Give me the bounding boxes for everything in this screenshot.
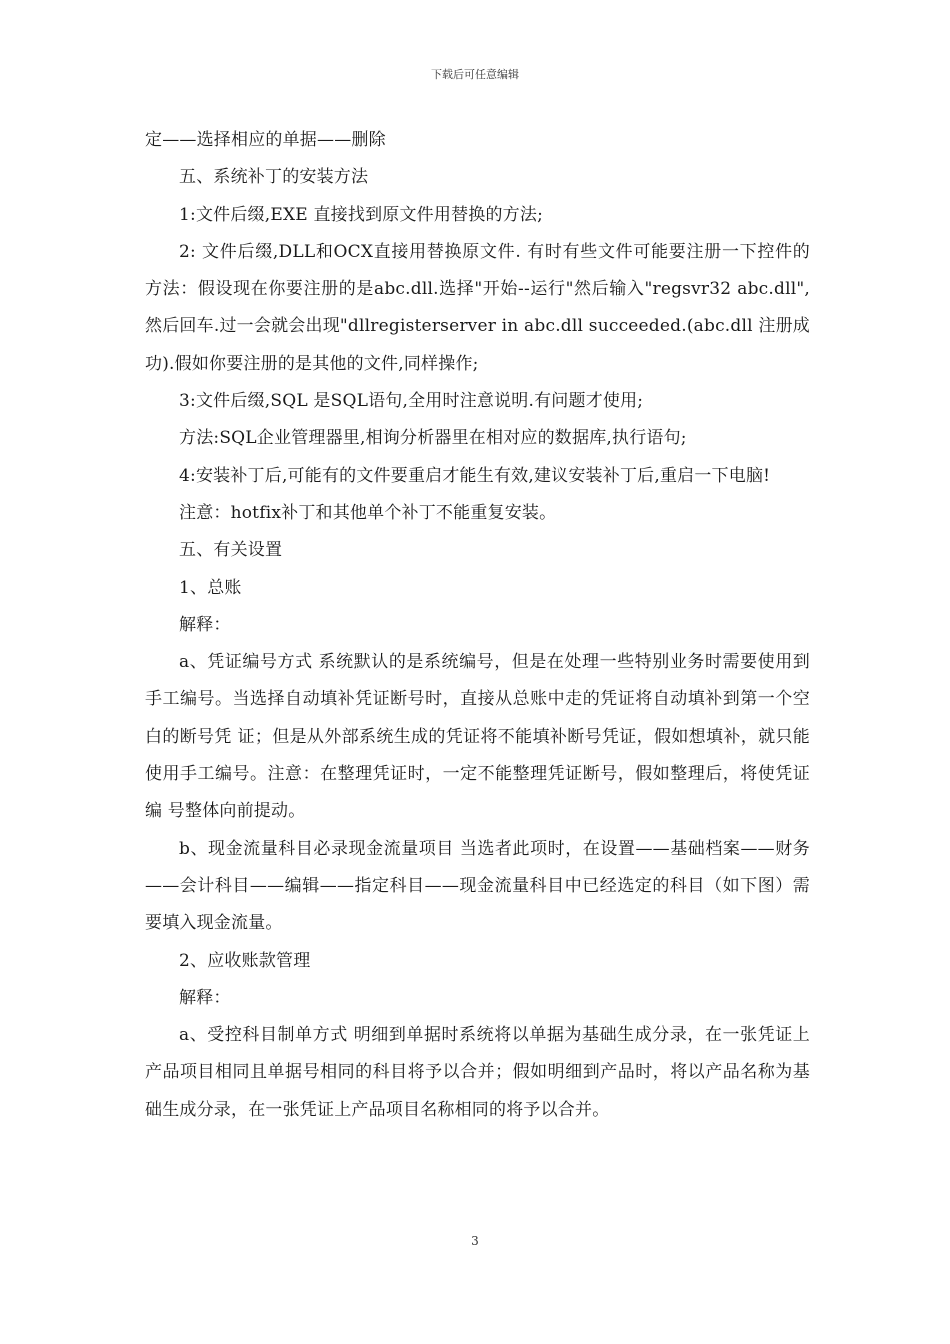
page-number: 3 (471, 1234, 479, 1248)
paragraph: 2、应收账款管理 (179, 950, 311, 971)
paragraph: a、凭证编号方式 系统默认的是系统编号，但是在处理一些特别业务时需要使用到手工编号。当选择自动填补凭证断号时，直接从总账中走的凭证将自动填补到第一个空白的断号凭 证；但是从外部系统生成的凭证将不能填补断号凭证，假如想填补，就只能使用手工编号。注意：在整理凭证时，一定不能整理凭证断号，假如整理后，将使凭证编 号整体向前提动。 (145, 652, 810, 822)
paragraph: 解释： (179, 614, 231, 635)
paragraph: 解释： (179, 987, 231, 1008)
paragraph: 1、总账 (179, 577, 242, 598)
paragraph: 1:文件后缀,EXE 直接找到原文件用替换的方法; (179, 204, 543, 225)
paragraph: 3:文件后缀,SQL 是SQL语句,全用时注意说明.有问题才使用; (179, 391, 644, 412)
paragraph: 2: 文件后缀,DLL和OCX直接用替换原文件. 有时有些文件可能要注册一下控件的方法：假设现在你要注册的是abc.dll.选择"开始--运行"然后输入"regsvr32 abc.dll",然后回车.过一会就会出现"dllregisterserver in abc.dll succeeded.(abc.dll 注册成功).假如你要注册的是其他的文件,同样操作; (145, 241, 810, 374)
paragraph: 五、有关设置 (179, 540, 283, 561)
paragraph: 方法:SQL企业管理器里,相询分析器里在相对应的数据库,执行语句; (179, 428, 687, 449)
document-body (145, 122, 810, 1129)
paragraph: 4:安装补丁后,可能有的文件要重启才能生有效,建议安装补丁后,重启一下电脑! (179, 465, 771, 486)
paragraph: 注意：hotfix补丁和其他单个补丁不能重复安装。 (179, 502, 557, 523)
paragraph: 定——选择相应的单据——删除 (145, 130, 386, 150)
paragraph: a、受控科目制单方式 明细到单据时系统将以单据为基础生成分录，在一张凭证上产品项目相同且单据号相同的科目将予以合并；假如明细到产品时，将以产品名称为基础生成分录，在一张凭证上产品项目名称相同的将予以合并。 (145, 1025, 810, 1120)
page-header: 下载后可任意编辑 (431, 68, 519, 81)
paragraph: b、现金流量科目必录现金流量项目 当选者此项时，在设置——基础档案——财务——会计科目——编辑——指定科目——现金流量科目中已经选定的科目（如下图）需要填入现金流量。 (145, 838, 810, 934)
paragraph: 五、系统补丁的安装方法 (179, 167, 369, 188)
